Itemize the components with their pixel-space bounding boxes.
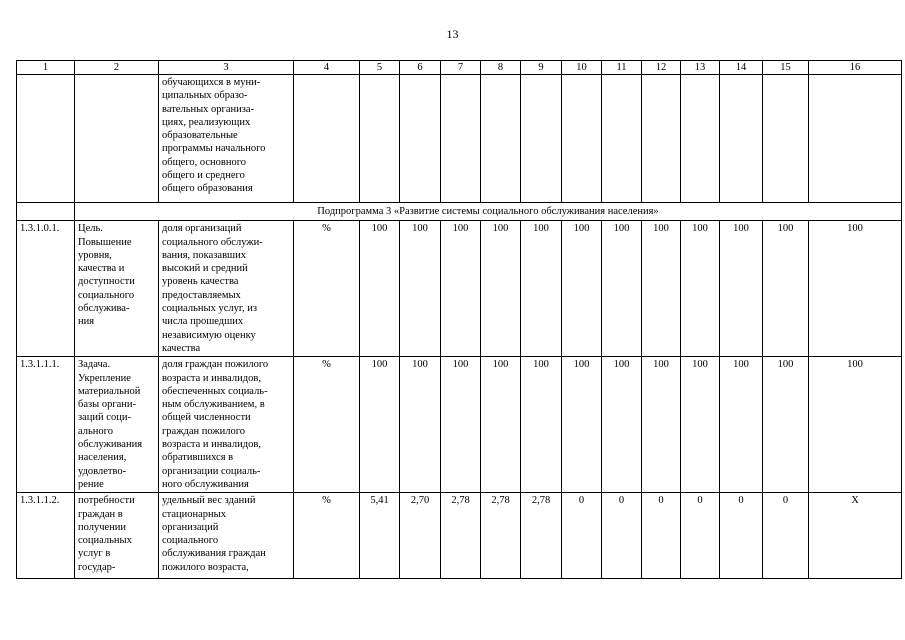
- column-header: 6: [400, 61, 441, 75]
- unit-cell: %: [294, 221, 360, 357]
- value-cell: 100: [481, 357, 521, 493]
- page-number: 13: [446, 27, 459, 41]
- indicator-text-line: доля граждан пожилого: [162, 359, 269, 371]
- column-header: 5: [360, 61, 400, 75]
- indicator-text-line: общего образования: [162, 183, 253, 195]
- column-header: 7: [441, 61, 481, 75]
- goal-text-line: заций соци-: [78, 412, 131, 424]
- value-cell: 0: [720, 493, 763, 579]
- value-cell: 0: [763, 493, 809, 579]
- value-cell: 100: [642, 357, 681, 493]
- empty-cell: [17, 203, 75, 221]
- goal-text-line: Укрепление: [78, 372, 131, 384]
- row-code: 1.3.1.1.2.: [17, 493, 75, 579]
- goal-text-line: населения,: [78, 452, 127, 464]
- goal-text-line: социальных: [78, 535, 132, 547]
- indicator-text-line: ного обслуживания: [162, 478, 249, 490]
- value-cell: 0: [642, 493, 681, 579]
- indicator-text-line: числа прошедших: [162, 316, 244, 328]
- value-cell: 100: [360, 357, 400, 493]
- subprogram-row: [17, 203, 902, 221]
- indicator-text-line: социального обслужи-: [162, 236, 263, 248]
- indicators-table: [16, 60, 902, 579]
- indicator-text-line: возраста и инвалидов,: [162, 439, 261, 451]
- indicator-text-line: граждан пожилого: [162, 425, 245, 437]
- indicator-text-line: стационарных: [162, 508, 226, 520]
- value-cell: [763, 75, 809, 203]
- value-cell: [602, 75, 642, 203]
- column-header: 16: [809, 61, 902, 75]
- unit-cell: [294, 75, 360, 203]
- column-header: 13: [681, 61, 720, 75]
- goal-text-line: удовлетво-: [78, 465, 127, 477]
- indicator-text-line: обучающихся в муни-: [162, 77, 261, 88]
- column-header-row: [17, 61, 902, 75]
- indicator-text-line: циях, реализующих: [162, 116, 251, 128]
- goal-text-line: ального: [78, 425, 113, 437]
- goal-text: [75, 493, 159, 579]
- indicator-text-line: ным обслуживанием, в: [162, 399, 265, 411]
- indicator-text-line: программы начального: [162, 143, 266, 155]
- indicator-text-line: предоставляемых: [162, 289, 241, 301]
- goal-text-line: ния: [78, 316, 95, 328]
- indicator-text: [159, 75, 294, 203]
- value-cell: 100: [681, 357, 720, 493]
- value-cell: [521, 75, 562, 203]
- value-cell: [562, 75, 602, 203]
- table-row: [17, 493, 902, 579]
- goal-text-line: государ-: [78, 561, 116, 573]
- value-cell: 100: [562, 357, 602, 493]
- indicator-text-line: вания, показавших: [162, 249, 246, 261]
- column-header: 1: [17, 61, 75, 75]
- value-cell: 100: [763, 357, 809, 493]
- column-header: 11: [602, 61, 642, 75]
- column-header: 9: [521, 61, 562, 75]
- goal-text-line: доступности: [78, 276, 135, 288]
- value-cell: 2,78: [481, 493, 521, 579]
- goal-text-line: уровня,: [78, 249, 112, 261]
- indicator-text-line: уровень качества: [162, 276, 239, 288]
- value-cell: 100: [562, 221, 602, 357]
- column-header: 2: [75, 61, 159, 75]
- value-cell: 100: [602, 357, 642, 493]
- value-cell: [681, 75, 720, 203]
- value-cell: 100: [602, 221, 642, 357]
- goal-text-line: обслуживания: [78, 439, 143, 451]
- goal-text-line: граждан в: [78, 508, 123, 520]
- goal-text-line: получении: [78, 521, 127, 533]
- value-cell: 100: [720, 357, 763, 493]
- indicator-text-line: общего, основного: [162, 156, 247, 168]
- value-cell: 100: [400, 357, 441, 493]
- column-header: 12: [642, 61, 681, 75]
- goal-text-line: рение: [78, 478, 104, 490]
- indicator-text-line: ципальных образо-: [162, 90, 248, 102]
- indicator-text: [159, 493, 294, 579]
- goal-text: [75, 357, 159, 493]
- unit-cell: %: [294, 357, 360, 493]
- value-cell: 2,78: [521, 493, 562, 579]
- value-cell: 100: [521, 357, 562, 493]
- value-cell: 2,70: [400, 493, 441, 579]
- table-row: [17, 357, 902, 493]
- column-header: 4: [294, 61, 360, 75]
- value-cell: X: [809, 493, 902, 579]
- column-header: 3: [159, 61, 294, 75]
- value-cell: 100: [441, 221, 481, 357]
- goal-text-line: социального: [78, 289, 135, 301]
- value-cell: 2,78: [441, 493, 481, 579]
- table-row: [17, 221, 902, 357]
- value-cell: 100: [441, 357, 481, 493]
- column-header: 10: [562, 61, 602, 75]
- indicator-text-line: социального: [162, 535, 219, 547]
- value-cell: [809, 75, 902, 203]
- value-cell: [481, 75, 521, 203]
- value-cell: [400, 75, 441, 203]
- goal-text-line: базы органи-: [78, 399, 137, 411]
- indicator-text-line: доля организаций: [162, 223, 242, 235]
- value-cell: 100: [809, 221, 902, 357]
- goal-text: [75, 75, 159, 203]
- goal-text-line: Задача.: [78, 359, 111, 371]
- value-cell: 100: [681, 221, 720, 357]
- indicator-text-line: социальных услуг, из: [162, 303, 258, 315]
- value-cell: [441, 75, 481, 203]
- indicator-text: [159, 357, 294, 493]
- indicator-text-line: общей численности: [162, 412, 251, 424]
- value-cell: [720, 75, 763, 203]
- value-cell: 100: [521, 221, 562, 357]
- value-cell: 100: [360, 221, 400, 357]
- table-row: [17, 75, 902, 203]
- value-cell: 100: [809, 357, 902, 493]
- row-code: [17, 75, 75, 203]
- goal-text-line: материальной: [78, 385, 141, 397]
- indicator-text-line: независимую оценку: [162, 329, 256, 341]
- column-header: 15: [763, 61, 809, 75]
- indicator-text-line: обслуживания граждан: [162, 548, 266, 560]
- value-cell: 100: [642, 221, 681, 357]
- goal-text-line: Цель.: [78, 223, 103, 235]
- indicator-text-line: качества: [162, 342, 201, 354]
- indicator-text-line: общего и среднего: [162, 170, 245, 182]
- indicator-text-line: возраста и инвалидов,: [162, 372, 261, 384]
- goal-text: [75, 221, 159, 357]
- value-cell: 100: [400, 221, 441, 357]
- goal-text-line: Повышение: [78, 236, 132, 248]
- indicator-text-line: высокий и средний: [162, 263, 248, 275]
- value-cell: [360, 75, 400, 203]
- indicator-text-line: образовательные: [162, 130, 238, 142]
- value-cell: 100: [720, 221, 763, 357]
- indicator-text: [159, 221, 294, 357]
- indicator-text-line: вательных организа-: [162, 103, 255, 115]
- value-cell: 100: [763, 221, 809, 357]
- row-code: 1.3.1.0.1.: [17, 221, 75, 357]
- value-cell: 0: [602, 493, 642, 579]
- value-cell: 0: [562, 493, 602, 579]
- subprogram-title: Подпрограмма 3 «Развитие системы социального обслуживания населения»: [75, 203, 902, 221]
- column-header: 8: [481, 61, 521, 75]
- indicator-text-line: удельный вес зданий: [162, 495, 256, 507]
- row-code: 1.3.1.1.1.: [17, 357, 75, 493]
- column-header: 14: [720, 61, 763, 75]
- goal-text-line: обслужива-: [78, 303, 130, 315]
- indicator-text-line: обеспеченных социаль-: [162, 385, 268, 397]
- value-cell: 100: [481, 221, 521, 357]
- indicator-text-line: организаций: [162, 521, 219, 533]
- goal-text-line: качества и: [78, 263, 125, 275]
- value-cell: 0: [681, 493, 720, 579]
- unit-cell: %: [294, 493, 360, 579]
- goal-text-line: услуг в: [78, 548, 111, 560]
- indicator-text-line: обратившихся в: [162, 452, 234, 464]
- indicator-text-line: пожилого возраста,: [162, 561, 249, 573]
- value-cell: 5,41: [360, 493, 400, 579]
- indicator-text-line: организации социаль-: [162, 465, 261, 477]
- value-cell: [642, 75, 681, 203]
- goal-text-line: потребности: [78, 495, 135, 507]
